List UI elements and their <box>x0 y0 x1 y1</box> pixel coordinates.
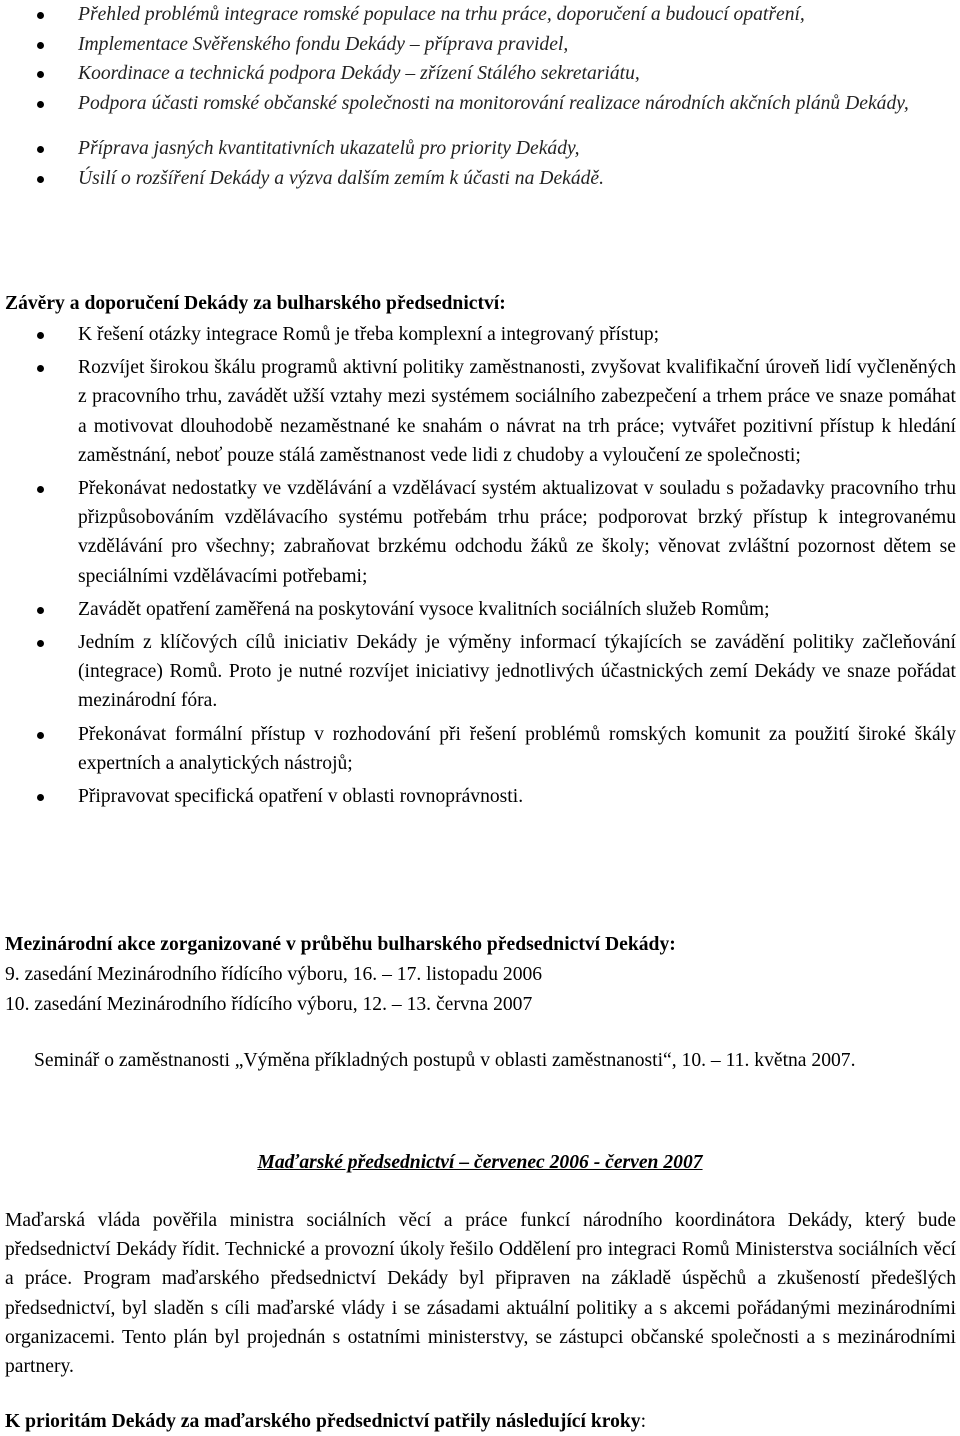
conclusions-heading: Závěry a doporučení Dekády za bulharského předsednictví: <box>5 293 506 314</box>
section-title: Maďarské předsednictví – červenec 2006 - červen 2007 <box>257 1152 703 1173</box>
list-item: Překonávat formální přístup v rozhodování při řešení problémů romských komunit za použití široké škály expertních a analytických nástrojů; <box>0 720 960 778</box>
list-item: Úsilí o rozšíření Dekády a výzva dalším zemím k účasti na Dekádě. <box>0 164 960 194</box>
event-line: 9. zasedání Mezinárodního řídícího výboru, 16. – 17. listopadu 2006 <box>5 964 543 985</box>
list-item: Koordinace a technická podpora Dekády – zřízení Stálého sekretariátu, <box>0 59 960 89</box>
priorities-heading <box>5 1408 646 1436</box>
list-item: Připravovat specifická opatření v oblasti rovnoprávnosti. <box>0 782 960 811</box>
event-line: 10. zasedání Mezinárodního řídícího výboru, 12. – 13. června 2007 <box>5 994 533 1015</box>
priorities-list <box>0 0 960 194</box>
list-item: Implementace Svěřenského fondu Dekády – příprava pravidel, <box>0 30 960 60</box>
conclusions-list <box>0 320 960 811</box>
seminar-text: Seminář o zaměstnanosti „Výměna příkladných postupů v oblasti zaměstnanosti“, 10. – 11. května 2007. <box>34 1050 856 1071</box>
priorities-heading-text: K prioritám Dekády za maďarského předsednictví patřily následující kroky <box>5 1411 641 1432</box>
events-heading: Mezinárodní akce zorganizované v průběhu bulharského předsednictví Dekády: <box>5 934 676 955</box>
priorities-heading-colon: : <box>640 1411 647 1432</box>
body-paragraph: Maďarská vláda pověřila ministra sociálních věcí a práce funkcí národního koordinátora Dekády, který bude předsednictví Dekády řídit. Technické a provozní úkoly řešilo Oddělení pro integraci Romů Ministerstva sociálních věcí a práce. Program maďarského předsednictví Dekády byl připraven na základě úspěchů a zkušeností předešlých předsednictví, byl sladěn s cíli maďarské vlády i se zásadami aktuální politiky a s akcemi pořádanými mezinárodními organizacemi. Tento plán byl projednán s ostatními ministerstvy, se zástupci občanské společnosti a s mezinárodními partnery. <box>5 1210 956 1378</box>
list-item: Překonávat nedostatky ve vzdělávání a vzdělávací systém aktualizovat v souladu s požadavky pracovního trhu přizpůsobováním vzdělávacího systému potřebám trhu práce; podporovat brzký přístup k integrovanému vzdělávání pro všechny; zabraňovat brzkému odchodu žáků ze školy; věnovat zvláštní pozornost dětem se speciálními vzdělávacími potřebami; <box>0 474 960 591</box>
list-item: Přehled problémů integrace romské populace na trhu práce, doporučení a budoucí opatření, <box>0 0 960 30</box>
list-item: Příprava jasných kvantitativních ukazatelů pro priority Dekády, <box>0 134 960 164</box>
list-item: Zavádět opatření zaměřená na poskytování vysoce kvalitních sociálních služeb Romům; <box>0 595 960 624</box>
list-item: K řešení otázky integrace Romů je třeba komplexní a integrovaný přístup; <box>0 320 960 349</box>
list-item: Rozvíjet širokou škálu programů aktivní politiky zaměstnanosti, zvyšovat kvalifikační úroveň lidí vyčleněných z pracovního trhu, zavádět užší vztahy mezi systémem sociálního zabezpečení a trhem práce ve snaze pomáhat a motivovat dlouhodobě nezaměstnané ke snahám o návrat na trh práce; vytvářet pozitivní přístup k hledání zaměstnání, neboť pouze stálá zaměstnanost vede lidi z chudoby a vyloučení ze společnosti; <box>0 353 960 470</box>
list-item: Podpora účasti romské občanské společnosti na monitorování realizace národních akčních plánů Dekády, <box>0 89 960 119</box>
list-item: Jedním z klíčových cílů iniciativ Dekády je výměny informací týkajících se zavádění politiky začleňování (integrace) Romů. Proto je nutné rozvíjet iniciativy jednotlivých účastnických zemí Dekády ve snaze pořádat mezinárodní fóra. <box>0 628 960 716</box>
